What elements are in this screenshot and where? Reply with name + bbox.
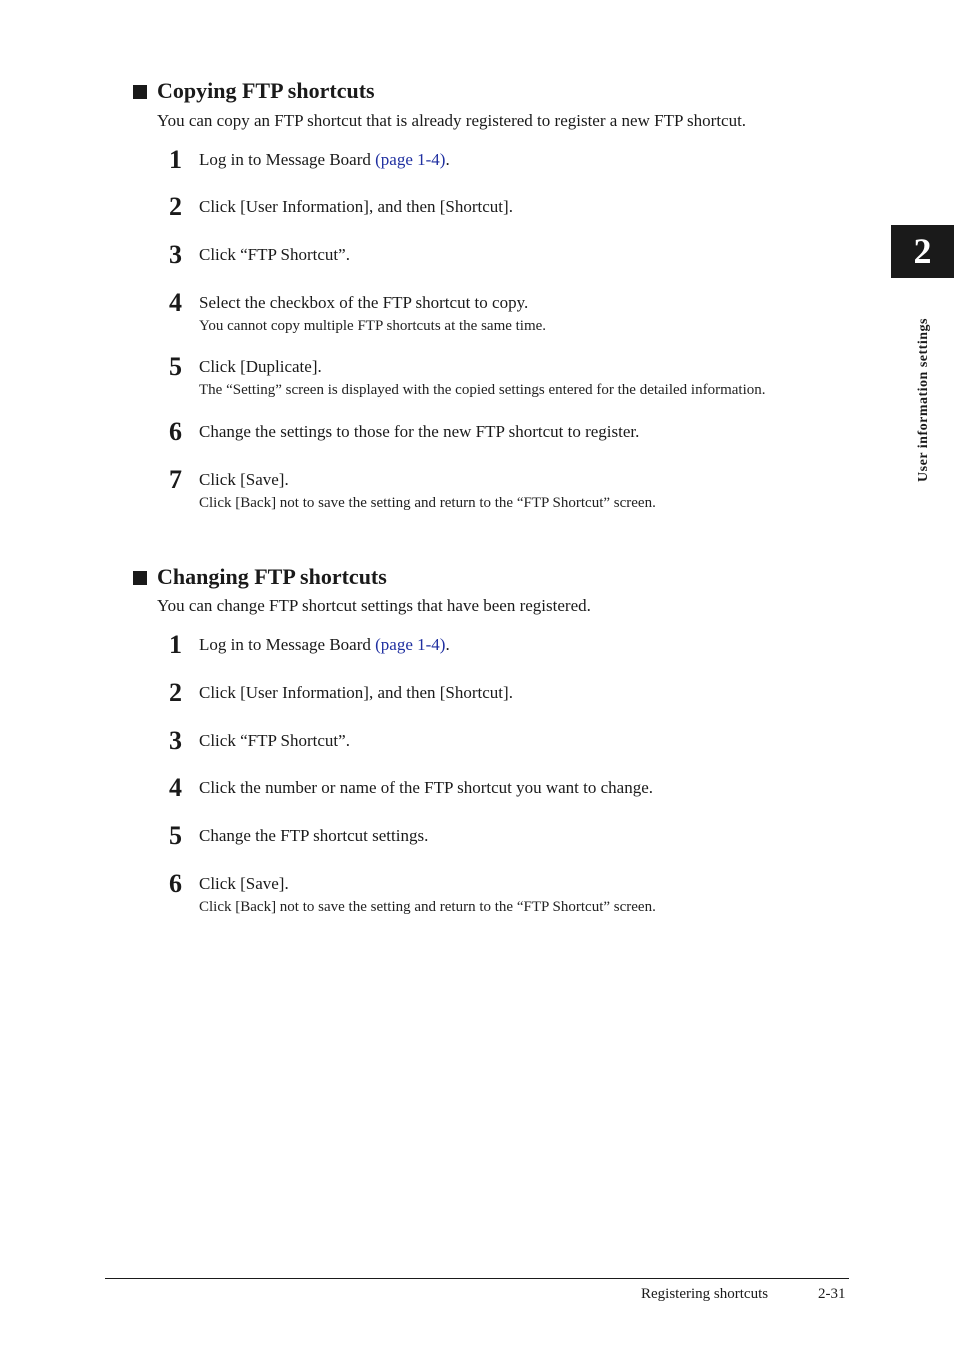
step-text: Click “FTP Shortcut”.: [199, 731, 350, 750]
section-title: Changing FTP shortcuts: [157, 564, 387, 589]
square-bullet-icon: [133, 85, 147, 99]
square-bullet-icon: [133, 571, 147, 585]
step-number: 2: [169, 678, 182, 707]
step-number: 6: [169, 869, 182, 898]
page-link[interactable]: (page 1-4): [375, 150, 446, 169]
step-note: You cannot copy multiple FTP shortcuts at the same time.: [199, 318, 547, 334]
step-number: 2: [169, 192, 182, 221]
chapter-tab: 2: [891, 225, 954, 278]
chapter-side-label: User information settings: [916, 318, 931, 482]
step-text-part: .: [445, 635, 450, 654]
step-text: [199, 149, 450, 171]
step-text: Click [Duplicate].: [199, 357, 322, 376]
step-number: 3: [169, 240, 182, 269]
step-text: Change the settings to those for the new FTP shortcut to register.: [199, 422, 640, 441]
section-changing: [133, 563, 873, 915]
step-note: Click [Back] not to save the setting and return to the “FTP Shortcut” screen.: [199, 899, 656, 915]
step-text-part: .: [445, 150, 450, 169]
step-number: 4: [169, 288, 182, 317]
section-heading: [133, 563, 873, 593]
page-link[interactable]: (page 1-4): [375, 635, 446, 654]
step-text: Click [Save].: [199, 470, 289, 489]
footer-divider: [105, 1278, 849, 1279]
step-note: Click [Back] not to save the setting and return to the “FTP Shortcut” screen.: [199, 495, 656, 511]
section-copying: [133, 77, 873, 511]
step-text: Click the number or name of the FTP shortcut you want to change.: [199, 778, 654, 797]
step-number: 5: [169, 821, 182, 850]
footer-section-title: Registering shortcuts: [641, 1286, 769, 1302]
step-note: The “Setting” screen is displayed with the copied settings entered for the detailed information.: [199, 382, 766, 398]
step-number: 1: [169, 145, 182, 174]
section-heading: [133, 77, 873, 107]
step-number: 3: [169, 726, 182, 755]
section-intro: You can change FTP shortcut settings that have been registered.: [157, 596, 591, 615]
step-text: [199, 634, 450, 656]
step-text: Change the FTP shortcut settings.: [199, 826, 429, 845]
step-number: 7: [169, 465, 182, 494]
step-number: 6: [169, 417, 182, 446]
step-text: Click “FTP Shortcut”.: [199, 245, 350, 264]
step-text-part: Log in to Message Board: [199, 635, 376, 654]
footer-page-number: 2-31: [818, 1286, 846, 1302]
step-text-part: Log in to Message Board: [199, 150, 376, 169]
step-text: Select the checkbox of the FTP shortcut to copy.: [199, 293, 529, 312]
step-number: 5: [169, 352, 182, 381]
section-intro: You can copy an FTP shortcut that is already registered to register a new FTP shortcut.: [157, 111, 747, 130]
step-number: 1: [169, 630, 182, 659]
step-text: Click [User Information], and then [Shortcut].: [199, 197, 513, 216]
step-text: Click [Save].: [199, 874, 289, 893]
step-number: 4: [169, 773, 182, 802]
step-text: Click [User Information], and then [Shortcut].: [199, 683, 513, 702]
section-title: Copying FTP shortcuts: [157, 78, 375, 103]
